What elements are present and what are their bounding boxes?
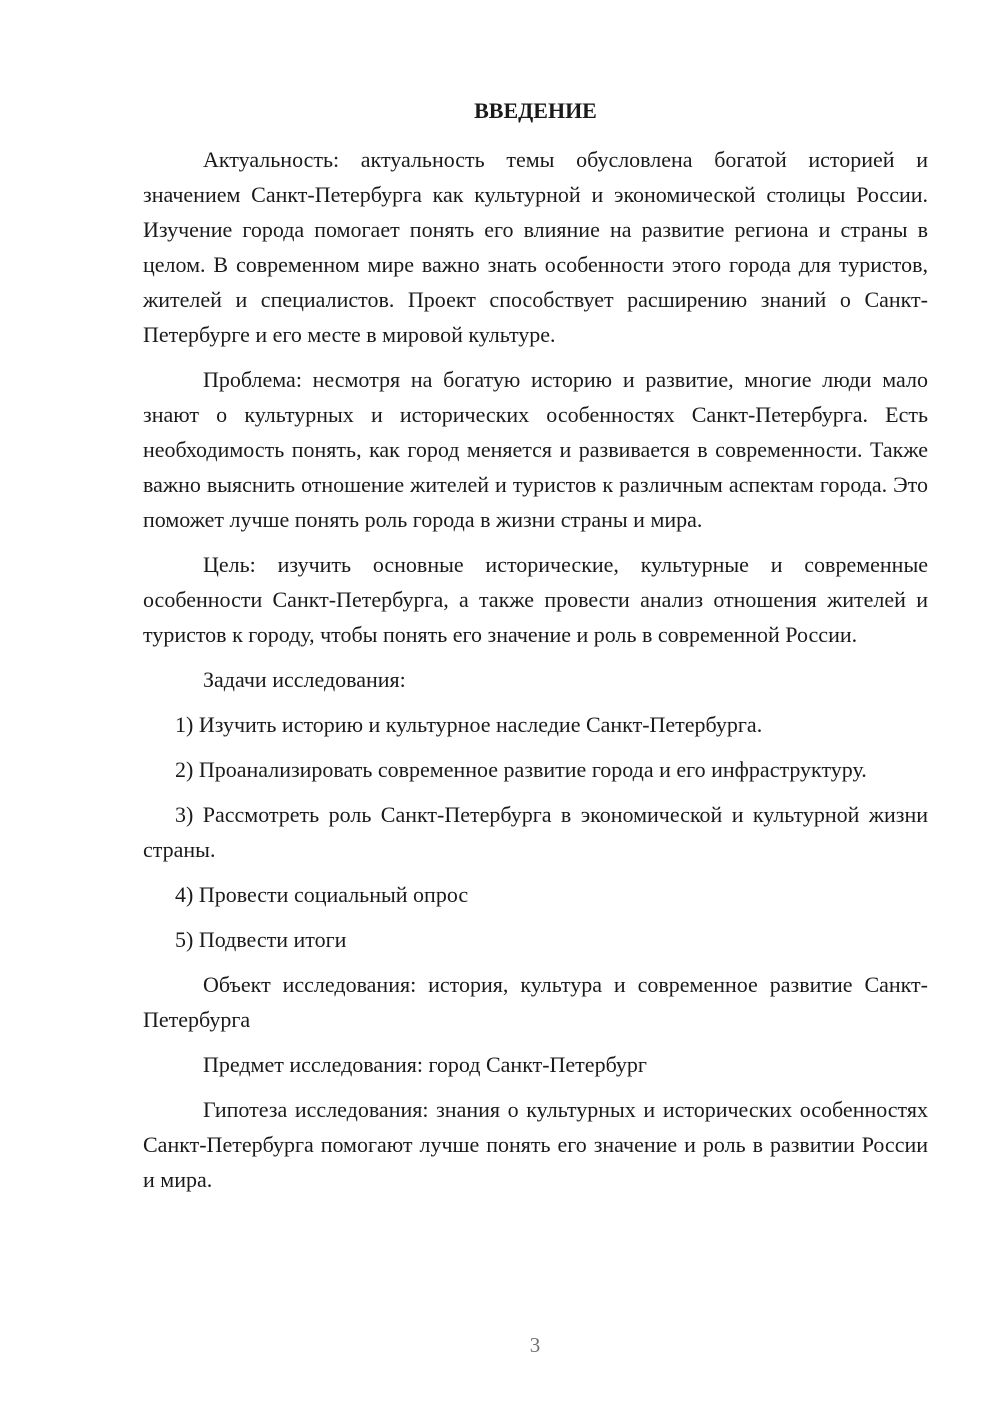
task-item-2: 2) Проанализировать современное развитие города и его инфраструктуру. <box>175 757 867 782</box>
subject-paragraph: Предмет исследования: город Санкт-Петербург <box>203 1052 647 1077</box>
document-page <box>143 94 928 1207</box>
tasks-title: Задачи исследования: <box>203 667 406 692</box>
task-item-4: 4) Провести социальный опрос <box>175 882 469 907</box>
relevance-paragraph: Актуальность: актуальность темы обусловлена богатой историей и значением Санкт-Петербурга как культурной и экономической столицы России. Изучение города помогает понять его влияние на развитие региона и страны в целом. В современном мире важно знать особенности этого города для туристов, жителей и специалистов. Проект способствует расширению знаний о Санкт-Петербурге и его месте в мировой культуре. <box>143 147 928 347</box>
goal-paragraph: Цель: изучить основные исторические, культурные и современные особенности Санкт-Петербурга, а также провести анализ отношения жителей и туристов к городу, чтобы понять его значение и роль в современной России. <box>143 552 928 647</box>
hypothesis-paragraph: Гипотеза исследования: знания о культурных и исторических особенностях Санкт-Петербурга помогают лучше понять его значение и роль в развитии России и мира. <box>143 1097 928 1192</box>
page-number: 3 <box>529 1333 541 1357</box>
tasks-list <box>143 707 928 957</box>
task-item-3: 3) Рассмотреть роль Санкт-Петербурга в экономической и культурной жизни страны. <box>143 802 928 862</box>
object-paragraph: Объект исследования: история, культура и современное развитие Санкт-Петербурга <box>143 972 928 1032</box>
task-item-5: 5) Подвести итоги <box>175 927 347 952</box>
section-heading: ВВЕДЕНИЕ <box>474 98 597 123</box>
problem-paragraph: Проблема: несмотря на богатую историю и развитие, многие люди мало знают о культурных и исторических особенностях Санкт-Петербурга. Есть необходимость понять, как город меняется и развивается в современности. Также важно выяснить отношение жителей и туристов к различным аспектам города. Это поможет лучше понять роль города в жизни страны и мира. <box>143 367 928 532</box>
task-item-1: 1) Изучить историю и культурное наследие Санкт-Петербурга. <box>175 712 763 737</box>
